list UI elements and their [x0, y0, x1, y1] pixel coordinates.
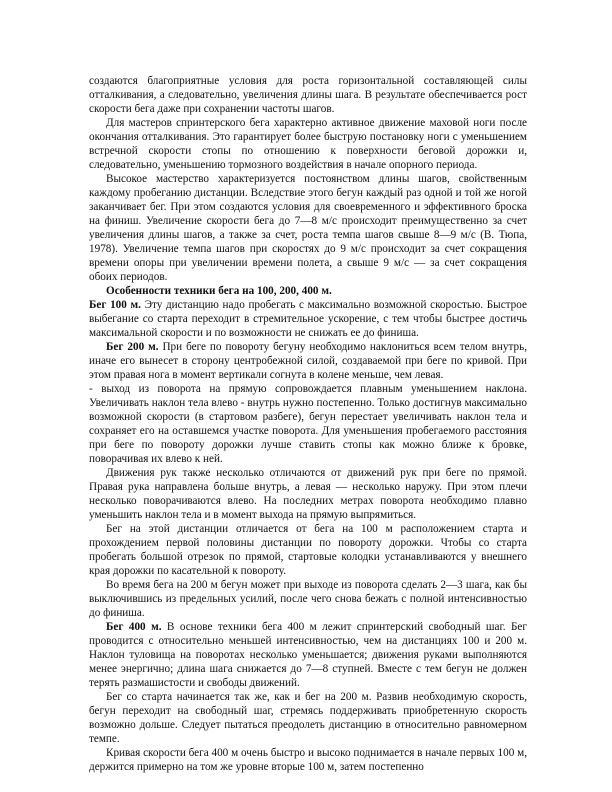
section-heading: Особенности техники бега на 100, 200, 400 м.: [106, 285, 332, 297]
text-200m: При беге по повороту бегуну необходимо наклониться всем телом внутрь, иначе его вынесет в сторону центробежной силой, создаваемой при беге по кривой. При этом правая нога в момент вертикали согнута в колене меньше, чем левая.: [89, 341, 527, 381]
paragraph: Бег со старта начинается так же, как и бег на 200 м. Развив необходимую скорость, бегун переходит на свободный шаг, стремясь поддерживать приобретенную скорость возможно дольше. Следует пытаться преодолеть дистанцию в относительно равномерном темпе.: [89, 691, 527, 745]
paragraph: Высокое мастерство характеризуется постоянством длины шагов, свойственным каждому пробеганию дистанции. Вследствие этого бегун каждый раз одной и той же ногой заканчивает бег. При этом создаются условия для своевременного и эффективного броска на финиш. Увеличение скорости бега до 7—8 м/с происходит преимущественно за счет увеличения длины шагов, а также за счет, роста темпа шагов свыше 8—9 м/с (В. Тюпа, 1978). Увеличение темпа шагов при скоростях до 9 м/с происходит за счет сокращения времени опоры при увеличении времени полета, а свыше 9 м/с — за счет сокращения обоих периодов.: [89, 173, 527, 283]
paragraph: Движения рук также несколько отличаются от движений рук при беге по прямой. Правая рука направлена больше внутрь, а левая — несколько наружу. При этом плечи несколько поворачиваются влево. На последних метрах поворота необходимо плавно уменьшить наклон тела и в момент выхода на прямую выпрямиться.: [89, 467, 527, 521]
paragraph: Для мастеров спринтерского бега характерно активное движение маховой ноги после окончания отталкивания. Это гарантирует более быструю постановку ноги с уменьшением встречной скорости стопы по отношению к поверхности беговой дорожки и, следовательно, уменьшению тормозного воздействия в начале опорного периода.: [89, 117, 527, 171]
paragraph-100m: [89, 298, 527, 340]
paragraph: создаются благоприятные условия для роста горизонтальной составляющей силы отталкивания, а следовательно, увеличения длины шага. В результате обеспечивается рост скорости бега даже при сохранении частоты шагов.: [89, 75, 527, 115]
lead-100m: Бег 100 м.: [89, 299, 141, 311]
text-100m: Эту дистанцию надо пробегать с максимально возможной скоростью. Быстрое выбегание со старта переходит в стремительное ускорение, с тем чтобы быстрее достичь максимальной скорости и по возможности не снижать ее до финиша.: [89, 299, 527, 339]
paragraph: Бег на этой дистанции отличается от бега на 100 м расположением старта и прохождением первой половины дистанции по повороту дорожки. Чтобы со старта пробегать большой отрезок по прямой, стартовые колодки устанавливаются у внешнего края дорожки по касательной к повороту.: [89, 523, 527, 577]
paragraph: Во время бега на 200 м бегун может при выходе из поворота сделать 2—3 шага, как бы выключившись из предельных усилий, после чего снова бежать с полной интенсивностью до финиша.: [89, 579, 527, 619]
paragraph: Кривая скорости бега 400 м очень быстро и высоко поднимается в начале первых 100 м, держится примерно на том же уровне вторые 100 м, затем постепенно: [89, 747, 527, 773]
lead-200m: Бег 200 м.: [106, 341, 159, 353]
paragraph: - выход из поворота на прямую сопровождается плавным уменьшением наклона. Увеличивать наклон тела влево - внутрь нужно постепенно. Только достигнув максимально возможной скорости (в стартовом разбеге), бегун перестает увеличивать наклон тела и сохраняет его на оставшемся участке поворота. Для уменьшения пробегаемого расстояния при беге по повороту дорожки лучше ставить стопы как можно ближе к бровке, поворачивая их влево к ней.: [89, 383, 527, 465]
document-body: [89, 74, 527, 774]
paragraph-200m: [89, 340, 527, 382]
text-400m: В основе техники бега 400 м лежит спринтерский свободный шаг. Бег проводится с относительно меньшей интенсивностью, чем на дистанциях 100 и 200 м. Наклон туловища на поворотах несколько уменьшается; движения руками выполняются менее энергично; длина шага снижается до 7—8 ступней. Вместе с тем бегун не должен терять размашистости и свободы движений.: [89, 621, 527, 689]
paragraph-400m: [89, 620, 527, 690]
lead-400m: Бег 400 м.: [106, 621, 162, 633]
